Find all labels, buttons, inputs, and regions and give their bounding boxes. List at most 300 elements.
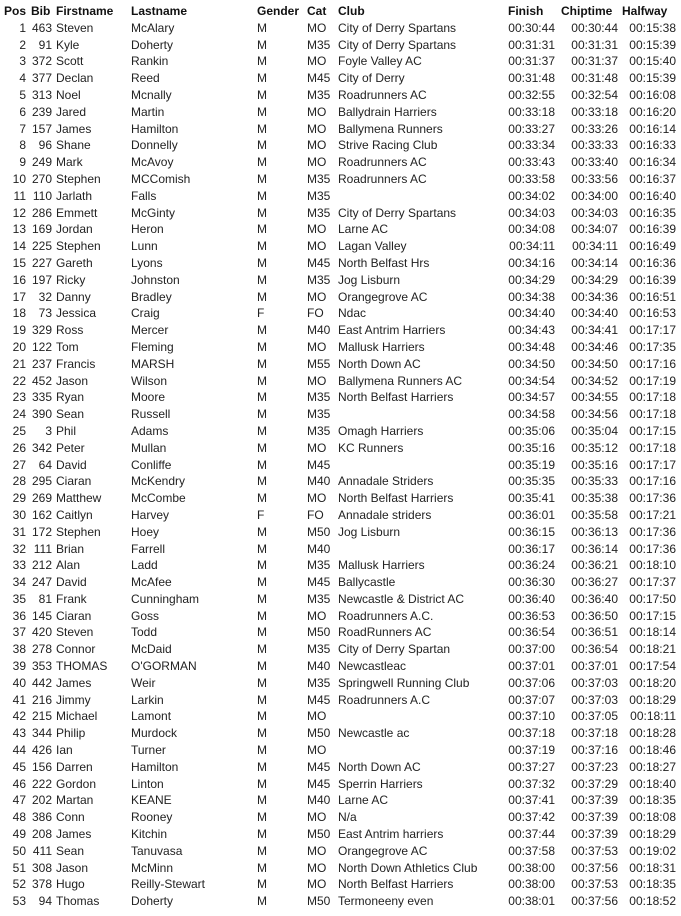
gender-cell: M bbox=[257, 827, 267, 842]
chip-time-cell: 00:34:56 bbox=[571, 407, 618, 422]
club-cell bbox=[335, 406, 494, 423]
table-row bbox=[0, 776, 680, 793]
gender-cell: M bbox=[257, 793, 267, 808]
pos-cell: 47 bbox=[12, 793, 26, 808]
gender-cell: M bbox=[257, 558, 267, 573]
pos-cell: 37 bbox=[12, 625, 26, 640]
gender-cell: M bbox=[257, 625, 267, 640]
category-cell: M45 bbox=[307, 71, 331, 86]
halfway-time-cell: 00:18:52 bbox=[629, 894, 676, 909]
table-row bbox=[0, 725, 680, 742]
club-cell: Annadale striders bbox=[338, 507, 432, 522]
table-row bbox=[0, 675, 680, 692]
firstname-cell: Connor bbox=[56, 642, 96, 657]
club-cell: Annadale Striders bbox=[338, 474, 434, 489]
lastname-cell: Turner bbox=[131, 743, 166, 758]
finish-time-cell: 00:34:03 bbox=[508, 205, 555, 220]
halfway-time-cell: 00:18:46 bbox=[629, 743, 676, 758]
pos-cell: 53 bbox=[12, 894, 26, 909]
bib-cell: 225 bbox=[31, 239, 52, 254]
gender-cell: M bbox=[257, 860, 267, 875]
club-cell: Orangegrove AC bbox=[338, 843, 428, 858]
gender-cell: M bbox=[257, 491, 267, 506]
header-finish: Finish bbox=[508, 4, 544, 18]
chip-time-cell: 00:35:04 bbox=[571, 423, 618, 438]
lastname-cell: Cunningham bbox=[131, 591, 200, 606]
firstname-cell: Hugo bbox=[56, 877, 85, 892]
category-cell: M45 bbox=[307, 692, 331, 707]
category-cell: M50 bbox=[307, 827, 331, 842]
halfway-time-cell: 00:19:02 bbox=[629, 843, 676, 858]
pos-cell: 12 bbox=[12, 205, 26, 220]
pos-cell: 6 bbox=[19, 104, 26, 119]
pos-cell: 46 bbox=[12, 776, 26, 791]
finish-time-cell: 00:33:43 bbox=[508, 155, 555, 170]
category-cell: MO bbox=[307, 339, 327, 354]
chip-time-cell: 00:37:53 bbox=[571, 843, 618, 858]
table-row bbox=[0, 188, 680, 205]
club-cell: RoadRunners AC bbox=[338, 625, 432, 640]
finish-time-cell: 00:33:18 bbox=[508, 104, 555, 119]
category-cell: M50 bbox=[307, 625, 331, 640]
halfway-time-cell: 00:16:08 bbox=[629, 87, 676, 102]
category-cell: MO bbox=[307, 373, 327, 388]
club-cell: Termoneeny even bbox=[338, 894, 434, 909]
pos-cell: 33 bbox=[12, 558, 26, 573]
bib-cell: 452 bbox=[31, 373, 52, 388]
chip-time-cell: 00:34:29 bbox=[571, 272, 618, 287]
gender-cell: M bbox=[257, 239, 267, 254]
pos-cell: 43 bbox=[12, 726, 26, 741]
finish-time-cell: 00:34:08 bbox=[508, 222, 555, 237]
table-row bbox=[0, 860, 680, 877]
gender-cell: M bbox=[257, 776, 267, 791]
gender-cell: M bbox=[257, 759, 267, 774]
bib-cell: 378 bbox=[31, 877, 52, 892]
table-row bbox=[0, 339, 680, 356]
category-cell: M35 bbox=[307, 205, 331, 220]
lastname-cell: Lamont bbox=[131, 709, 172, 724]
club-cell: North Belfast Harriers bbox=[338, 390, 454, 405]
firstname-cell: Mark bbox=[56, 155, 83, 170]
bib-cell: 64 bbox=[38, 457, 52, 472]
table-row bbox=[0, 541, 680, 558]
firstname-cell: Noel bbox=[56, 87, 81, 102]
category-cell: M45 bbox=[307, 759, 331, 774]
chip-time-cell: 00:33:33 bbox=[571, 138, 618, 153]
finish-time-cell: 00:35:41 bbox=[508, 491, 555, 506]
chip-time-cell: 00:35:38 bbox=[571, 491, 618, 506]
chip-time-cell: 00:34:00 bbox=[571, 188, 618, 203]
firstname-cell: Ross bbox=[56, 323, 84, 338]
table-row bbox=[0, 322, 680, 339]
gender-cell: M bbox=[257, 373, 267, 388]
table-row bbox=[0, 272, 680, 289]
header-club: Club bbox=[338, 4, 365, 18]
firstname-cell: Declan bbox=[56, 71, 94, 86]
pos-cell: 9 bbox=[19, 155, 26, 170]
firstname-cell: Jessica bbox=[56, 306, 97, 321]
firstname-cell: Conn bbox=[56, 810, 85, 825]
bib-cell: 202 bbox=[31, 793, 52, 808]
gender-cell: M bbox=[257, 121, 267, 136]
finish-time-cell: 00:38:01 bbox=[508, 894, 555, 909]
halfway-time-cell: 00:16:33 bbox=[629, 138, 676, 153]
category-cell: M35 bbox=[307, 87, 331, 102]
pos-cell: 31 bbox=[12, 524, 26, 539]
bib-cell: 313 bbox=[31, 87, 52, 102]
category-cell: M55 bbox=[307, 356, 331, 371]
chip-time-cell: 00:37:39 bbox=[571, 827, 618, 842]
halfway-time-cell: 00:18:11 bbox=[630, 709, 676, 724]
pos-cell: 50 bbox=[12, 843, 26, 858]
chip-time-cell: 00:37:16 bbox=[571, 743, 618, 758]
club-cell bbox=[335, 541, 494, 558]
lastname-cell: Weir bbox=[131, 675, 156, 690]
table-row bbox=[0, 490, 680, 507]
pos-cell: 22 bbox=[12, 373, 26, 388]
bib-cell: 32 bbox=[38, 289, 52, 304]
pos-cell: 34 bbox=[12, 575, 26, 590]
firstname-cell: Philip bbox=[56, 726, 86, 741]
halfway-time-cell: 00:16:51 bbox=[629, 289, 676, 304]
gender-cell: M bbox=[257, 20, 267, 35]
halfway-time-cell: 00:17:17 bbox=[629, 457, 676, 472]
finish-time-cell: 00:31:48 bbox=[508, 71, 555, 86]
firstname-cell: Alan bbox=[56, 558, 81, 573]
club-cell: North Down AC bbox=[338, 759, 421, 774]
club-cell: Orangegrove AC bbox=[338, 289, 428, 304]
header-chiptime: Chiptime bbox=[561, 4, 613, 18]
pos-cell: 5 bbox=[19, 87, 26, 102]
table-row bbox=[0, 658, 680, 675]
club-cell: Ballycastle bbox=[338, 575, 396, 590]
halfway-time-cell: 00:17:17 bbox=[629, 323, 676, 338]
finish-time-cell: 00:37:06 bbox=[508, 675, 555, 690]
category-cell: MO bbox=[307, 54, 327, 69]
finish-time-cell: 00:35:06 bbox=[508, 423, 555, 438]
lastname-cell: McCombe bbox=[131, 491, 186, 506]
finish-time-cell: 00:35:16 bbox=[508, 440, 555, 455]
chip-time-cell: 00:36:27 bbox=[571, 575, 618, 590]
category-cell: M50 bbox=[307, 524, 331, 539]
pos-cell: 16 bbox=[12, 272, 26, 287]
bib-cell: 278 bbox=[31, 642, 52, 657]
halfway-time-cell: 00:16:39 bbox=[629, 222, 676, 237]
bib-cell: 463 bbox=[31, 20, 52, 35]
bib-cell: 169 bbox=[31, 222, 52, 237]
finish-time-cell: 00:37:41 bbox=[508, 793, 555, 808]
chip-time-cell: 00:37:03 bbox=[571, 675, 618, 690]
gender-cell: M bbox=[257, 104, 267, 119]
halfway-time-cell: 00:18:40 bbox=[629, 776, 676, 791]
halfway-time-cell: 00:17:37 bbox=[629, 575, 676, 590]
table-row bbox=[0, 692, 680, 709]
firstname-cell: Jason bbox=[56, 860, 89, 875]
firstname-cell: Michael bbox=[56, 709, 98, 724]
category-cell: MO bbox=[307, 440, 327, 455]
category-cell: M35 bbox=[307, 642, 331, 657]
finish-time-cell: 00:34:40 bbox=[508, 306, 555, 321]
bib-cell: 295 bbox=[31, 474, 52, 489]
pos-cell: 25 bbox=[12, 423, 26, 438]
lastname-cell: O'GORMAN bbox=[131, 659, 197, 674]
gender-cell: M bbox=[257, 356, 267, 371]
header-lastname: Lastname bbox=[131, 4, 188, 18]
finish-time-cell: 00:37:19 bbox=[508, 743, 555, 758]
halfway-time-cell: 00:17:18 bbox=[629, 390, 676, 405]
category-cell: M50 bbox=[307, 726, 331, 741]
lastname-cell: Moore bbox=[131, 390, 166, 405]
pos-cell: 1 bbox=[19, 20, 26, 35]
finish-time-cell: 00:38:00 bbox=[508, 860, 555, 875]
gender-cell: M bbox=[257, 743, 267, 758]
finish-time-cell: 00:36:40 bbox=[508, 591, 555, 606]
finish-time-cell: 00:37:44 bbox=[508, 827, 555, 842]
pos-cell: 48 bbox=[12, 810, 26, 825]
gender-cell: M bbox=[257, 138, 267, 153]
firstname-cell: James bbox=[56, 827, 92, 842]
finish-time-cell: 00:34:57 bbox=[508, 390, 555, 405]
table-row bbox=[0, 473, 680, 490]
chip-time-cell: 00:32:54 bbox=[571, 87, 618, 102]
category-cell: MO bbox=[307, 155, 327, 170]
bib-cell: 3 bbox=[45, 423, 52, 438]
halfway-time-cell: 00:17:16 bbox=[629, 474, 676, 489]
gender-cell: F bbox=[257, 306, 265, 321]
table-row bbox=[0, 759, 680, 776]
category-cell: M35 bbox=[307, 188, 331, 203]
gender-cell: M bbox=[257, 877, 267, 892]
gender-cell: M bbox=[257, 188, 267, 203]
chip-time-cell: 00:34:52 bbox=[571, 373, 618, 388]
category-cell: MO bbox=[307, 608, 327, 623]
club-cell: N/a bbox=[338, 810, 357, 825]
chip-time-cell: 00:35:58 bbox=[571, 507, 618, 522]
finish-time-cell: 00:34:02 bbox=[508, 188, 555, 203]
gender-cell: M bbox=[257, 843, 267, 858]
pos-cell: 7 bbox=[19, 121, 26, 136]
gender-cell: M bbox=[257, 457, 267, 472]
chip-time-cell: 00:33:56 bbox=[571, 171, 618, 186]
chip-time-cell: 00:30:44 bbox=[571, 20, 618, 35]
club-cell: Springwell Running Club bbox=[338, 675, 470, 690]
table-row bbox=[0, 876, 680, 893]
pos-cell: 13 bbox=[12, 222, 26, 237]
chip-time-cell: 00:37:56 bbox=[571, 894, 618, 909]
halfway-time-cell: 00:17:19 bbox=[629, 373, 676, 388]
halfway-time-cell: 00:16:49 bbox=[629, 239, 676, 254]
lastname-cell: Mullan bbox=[131, 440, 167, 455]
table-row bbox=[0, 423, 680, 440]
lastname-cell: Reilly-Stewart bbox=[131, 877, 206, 892]
club-cell: Roadrunners AC bbox=[338, 171, 427, 186]
pos-cell: 39 bbox=[12, 659, 26, 674]
firstname-cell: Phil bbox=[56, 423, 77, 438]
club-cell: Newcastleac bbox=[338, 659, 407, 674]
club-cell bbox=[335, 742, 494, 759]
club-cell: North Belfast Harriers bbox=[338, 877, 454, 892]
lastname-cell: McGinty bbox=[131, 205, 176, 220]
table-row bbox=[0, 289, 680, 306]
halfway-time-cell: 00:18:14 bbox=[629, 625, 676, 640]
pos-cell: 14 bbox=[12, 239, 26, 254]
lastname-cell: Doherty bbox=[131, 894, 174, 909]
finish-time-cell: 00:33:34 bbox=[508, 138, 555, 153]
category-cell: M40 bbox=[307, 323, 331, 338]
category-cell: M35 bbox=[307, 390, 331, 405]
bib-cell: 197 bbox=[31, 272, 52, 287]
category-cell: M35 bbox=[307, 675, 331, 690]
halfway-time-cell: 00:17:50 bbox=[629, 591, 676, 606]
finish-time-cell: 00:33:58 bbox=[508, 171, 555, 186]
pos-cell: 11 bbox=[13, 188, 26, 203]
header-bib: Bib bbox=[31, 4, 51, 18]
category-cell: M35 bbox=[307, 37, 331, 52]
club-cell: Mallusk Harriers bbox=[338, 339, 425, 354]
firstname-cell: Danny bbox=[56, 289, 91, 304]
lastname-cell: Adams bbox=[131, 423, 169, 438]
firstname-cell: Peter bbox=[56, 440, 85, 455]
header-halfway: Halfway bbox=[622, 4, 668, 18]
gender-cell: M bbox=[257, 692, 267, 707]
club-cell: Sperrin Harriers bbox=[338, 776, 423, 791]
lastname-cell: McAvoy bbox=[131, 155, 174, 170]
category-cell: FO bbox=[307, 507, 324, 522]
halfway-time-cell: 00:16:20 bbox=[629, 104, 676, 119]
halfway-time-cell: 00:15:39 bbox=[629, 37, 676, 52]
table-row bbox=[0, 792, 680, 809]
gender-cell: M bbox=[257, 591, 267, 606]
chip-time-cell: 00:33:26 bbox=[571, 121, 618, 136]
pos-cell: 29 bbox=[12, 491, 26, 506]
club-cell: City of Derry Spartans bbox=[338, 205, 457, 220]
pos-cell: 17 bbox=[12, 289, 26, 304]
lastname-cell: Russell bbox=[131, 407, 171, 422]
category-cell: M35 bbox=[307, 558, 331, 573]
halfway-time-cell: 00:17:54 bbox=[629, 659, 676, 674]
bib-cell: 96 bbox=[38, 138, 52, 153]
lastname-cell: Tanuvasa bbox=[131, 843, 183, 858]
club-cell: North Down AC bbox=[338, 356, 421, 371]
club-cell: Ballydrain Harriers bbox=[338, 104, 437, 119]
club-cell: Foyle Valley AC bbox=[338, 54, 422, 69]
bib-cell: 227 bbox=[31, 255, 52, 270]
lastname-cell: Craig bbox=[131, 306, 160, 321]
finish-time-cell: 00:34:50 bbox=[508, 356, 555, 371]
pos-cell: 20 bbox=[12, 339, 26, 354]
club-cell: Ballymena Runners AC bbox=[338, 373, 463, 388]
bib-cell: 426 bbox=[31, 743, 52, 758]
pos-cell: 4 bbox=[19, 71, 26, 86]
chip-time-cell: 00:34:03 bbox=[571, 205, 618, 220]
finish-time-cell: 00:37:18 bbox=[508, 726, 555, 741]
firstname-cell: James bbox=[56, 675, 92, 690]
table-row bbox=[0, 356, 680, 373]
lastname-cell: McAlary bbox=[131, 20, 175, 35]
chip-time-cell: 00:37:56 bbox=[571, 860, 618, 875]
club-cell: Lagan Valley bbox=[338, 239, 407, 254]
lastname-cell: Hamilton bbox=[131, 121, 179, 136]
club-cell: North Down Athletics Club bbox=[338, 860, 478, 875]
bib-cell: 216 bbox=[31, 692, 52, 707]
gender-cell: M bbox=[257, 675, 267, 690]
club-cell: Roadrunners AC bbox=[338, 87, 427, 102]
category-cell: M40 bbox=[307, 659, 331, 674]
pos-cell: 3 bbox=[19, 54, 26, 69]
club-cell: Larne AC bbox=[338, 222, 389, 237]
pos-cell: 24 bbox=[12, 407, 26, 422]
table-row bbox=[0, 557, 680, 574]
pos-cell: 36 bbox=[12, 608, 26, 623]
chip-time-cell: 00:36:14 bbox=[571, 541, 618, 556]
halfway-time-cell: 00:18:31 bbox=[629, 860, 676, 875]
finish-time-cell: 00:36:17 bbox=[508, 541, 555, 556]
gender-cell: M bbox=[257, 474, 267, 489]
category-cell: FO bbox=[307, 306, 324, 321]
gender-cell: M bbox=[257, 54, 267, 69]
firstname-cell: Sean bbox=[56, 407, 85, 422]
lastname-cell: Larkin bbox=[131, 692, 164, 707]
lastname-cell: McAfee bbox=[131, 575, 172, 590]
lastname-cell: Farrell bbox=[131, 541, 166, 556]
lastname-cell: Fleming bbox=[131, 339, 174, 354]
lastname-cell: McKendry bbox=[131, 474, 186, 489]
halfway-time-cell: 00:17:36 bbox=[629, 491, 676, 506]
gender-cell: M bbox=[257, 407, 267, 422]
finish-time-cell: 00:35:35 bbox=[508, 474, 555, 489]
gender-cell: M bbox=[257, 155, 267, 170]
bib-cell: 335 bbox=[31, 390, 52, 405]
gender-cell: F bbox=[257, 507, 265, 522]
table-row bbox=[0, 809, 680, 826]
bib-cell: 247 bbox=[31, 575, 52, 590]
bib-cell: 308 bbox=[31, 860, 52, 875]
table-row bbox=[0, 457, 680, 474]
bib-cell: 237 bbox=[31, 356, 52, 371]
club-cell: Jog Lisburn bbox=[338, 524, 401, 539]
category-cell: MO bbox=[307, 20, 327, 35]
club-cell: Jog Lisburn bbox=[338, 272, 401, 287]
club-cell: City of Derry Spartan bbox=[338, 642, 451, 657]
firstname-cell: Sean bbox=[56, 843, 85, 858]
bib-cell: 239 bbox=[31, 104, 52, 119]
firstname-cell: Thomas bbox=[56, 894, 100, 909]
finish-time-cell: 00:33:27 bbox=[508, 121, 555, 136]
finish-time-cell: 00:34:54 bbox=[508, 373, 555, 388]
gender-cell: M bbox=[257, 289, 267, 304]
gender-cell: M bbox=[257, 608, 267, 623]
gender-cell: M bbox=[257, 423, 267, 438]
finish-time-cell: 00:36:54 bbox=[508, 625, 555, 640]
halfway-time-cell: 00:17:15 bbox=[629, 608, 676, 623]
table-row bbox=[0, 574, 680, 591]
results-table bbox=[0, 3, 680, 910]
bib-cell: 156 bbox=[31, 759, 52, 774]
halfway-time-cell: 00:16:40 bbox=[629, 188, 676, 203]
table-row bbox=[0, 305, 680, 322]
chip-time-cell: 00:34:41 bbox=[571, 323, 618, 338]
category-cell: M40 bbox=[307, 541, 331, 556]
category-cell: MO bbox=[307, 860, 327, 875]
header-pos: Pos bbox=[3, 4, 26, 18]
firstname-cell: Ryan bbox=[56, 390, 85, 405]
bib-cell: 329 bbox=[31, 323, 52, 338]
chip-time-cell: 00:34:46 bbox=[571, 339, 618, 354]
halfway-time-cell: 00:18:10 bbox=[629, 558, 676, 573]
club-cell: Mallusk Harriers bbox=[338, 558, 425, 573]
table-row bbox=[0, 843, 680, 860]
